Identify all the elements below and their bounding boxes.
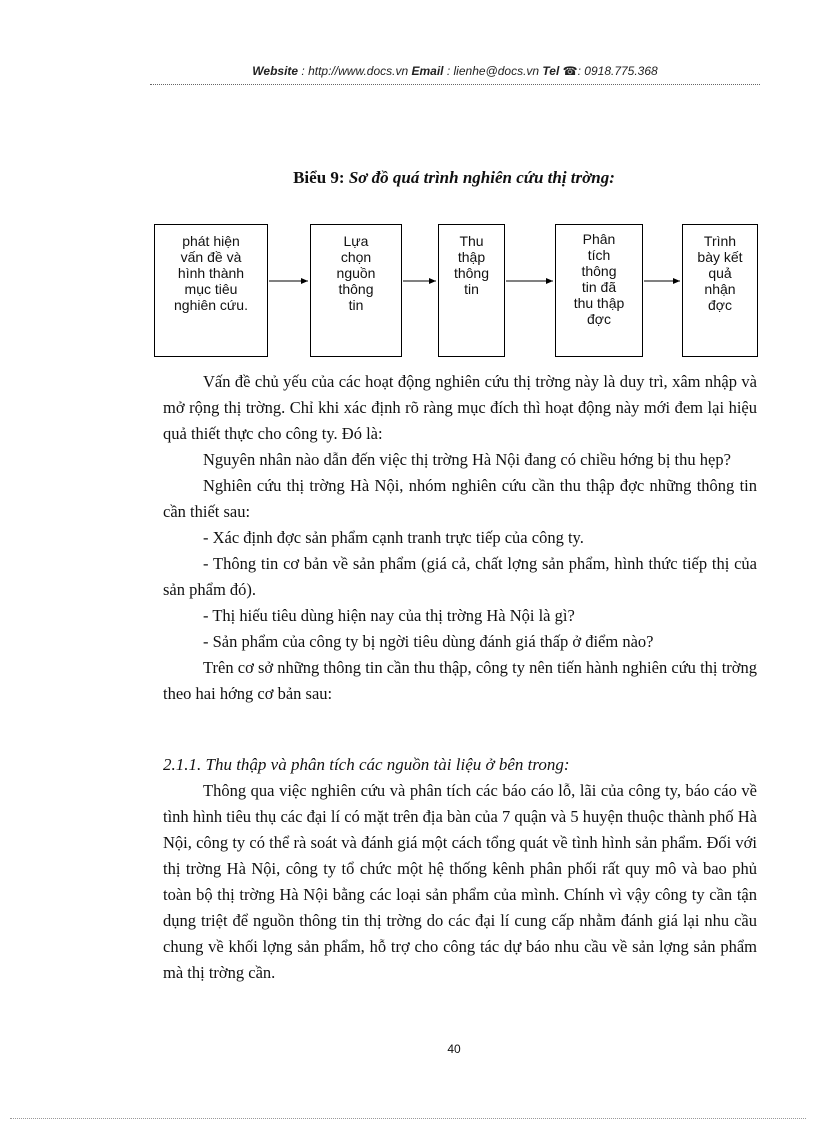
page-header <box>150 64 760 78</box>
step-line: nguồn <box>336 265 376 281</box>
step-line: nhận <box>704 281 736 297</box>
section-body <box>163 752 757 986</box>
step-line: nghiên cứu. <box>174 297 248 313</box>
flow-step-1 <box>154 224 268 357</box>
step-line: quả <box>708 265 732 281</box>
step-line: chọn <box>340 249 372 265</box>
header-divider <box>150 84 760 85</box>
figure-caption <box>150 168 758 188</box>
step-line: tin đã <box>581 279 617 295</box>
step-line: thông <box>581 263 617 279</box>
paragraph: - Thông tin cơ bản về sản phẩm (giá cả, chất lợng sản phẩm, hình thức tiếp thị của sản phẩm đó). <box>163 554 757 599</box>
caption-lead: Biểu 9: <box>293 168 345 187</box>
step-line: phát hiện <box>182 233 240 249</box>
email-label: Email <box>411 64 444 78</box>
tel-label: Tel <box>542 64 560 78</box>
step-line: thông <box>453 265 490 281</box>
phone-icon: ☎ <box>562 64 578 78</box>
tel-value: : 0918.775.368 <box>577 64 658 78</box>
footer-divider <box>10 1118 806 1119</box>
step-line: Phân <box>582 231 616 247</box>
email-value[interactable]: : lienhe@docs.vn <box>446 64 540 78</box>
website-url[interactable]: : http://www.docs.vn <box>301 64 409 78</box>
flow-step-4 <box>555 224 643 357</box>
paragraph: Nguyên nhân nào dẫn đến việc thị trờng Hà Nội đang có chiều hớng bị thu hẹp? <box>203 450 731 469</box>
flow-step-5 <box>682 224 758 357</box>
step-line: đợc <box>708 297 732 313</box>
main-body <box>163 369 757 707</box>
step-line: Thu <box>459 233 484 249</box>
paragraph: Thông qua việc nghiên cứu và phân tích các báo cáo lỗ, lãi của công ty, báo cáo về tình hình tiêu thụ các đại lí có mặt trên địa bàn của 7 quận và 5 huyện thuộc thành phố Hà Nội, công ty có thể rà soát và đánh giá một cách tổng quát về tình hình sản phẩm. Đối với thị trờng Hà Nội, công ty tổ chức một hệ thống kênh phân phối rất quy mô và bao phủ toàn bộ thị trờng Hà Nội bằng các loại sản phẩm của mình. Chính vì vậy công ty cần tận dụng triệt để nguồn thông tin thị trờng do các đại lí cung cấp nhằm đánh giá lại nhu cầu chung về khối lợng sản phẩm, hỗ trợ cho công tác dự báo nhu cầu về sản lợng sản phẩm mà thị trờng cần. <box>163 781 757 982</box>
step-line: tin <box>348 297 364 313</box>
step-line: thập <box>457 249 486 265</box>
step-line: mục tiêu <box>184 281 238 297</box>
paragraph: Nghiên cứu thị trờng Hà Nội, nhóm nghiên cứu cần thu thập đợc những thông tin cần thiết sau: <box>163 476 757 521</box>
paragraph: Trên cơ sở những thông tin cần thu thập, công ty nên tiến hành nghiên cứu thị trờng theo hai hớng cơ bản sau: <box>163 658 757 703</box>
step-line: vấn đề và <box>180 249 242 265</box>
step-line: thu thập <box>573 295 625 311</box>
paragraph: - Xác định đợc sản phẩm cạnh tranh trực tiếp của công ty. <box>203 528 584 547</box>
paragraph: - Sản phẩm của công ty bị ngời tiêu dùng đánh giá thấp ở điểm nào? <box>203 632 654 651</box>
paragraph: Vấn đề chủ yếu của các hoạt động nghiên cứu thị trờng này là duy trì, xâm nhập và mở rộng thị trờng. Chỉ khi xác định rõ ràng mục đích thì hoạt động này mới đem lại hiệu quả thiết thực cho công ty. Đó là: <box>163 372 757 443</box>
flow-step-2 <box>310 224 402 357</box>
step-line: Lựa <box>343 233 369 249</box>
step-line: tích <box>587 247 611 263</box>
section-heading: 2.1.1. Thu thập và phân tích các nguồn tài liệu ở bên trong: <box>163 755 570 774</box>
paragraph: - Thị hiếu tiêu dùng hiện nay của thị trờng Hà Nội là gì? <box>203 606 575 625</box>
page-number: 40 <box>447 1042 461 1056</box>
website-label: Website <box>252 64 299 78</box>
step-line: hình thành <box>177 265 245 281</box>
step-line: tin <box>464 281 479 297</box>
step-line: Trình <box>703 233 737 249</box>
step-line: bày kết <box>697 249 743 265</box>
step-line: đợc <box>587 311 611 327</box>
flow-step-3 <box>438 224 505 357</box>
step-line: thông <box>338 281 374 297</box>
caption-title: Sơ đồ quá trình nghiên cứu thị trờng: <box>348 168 615 187</box>
